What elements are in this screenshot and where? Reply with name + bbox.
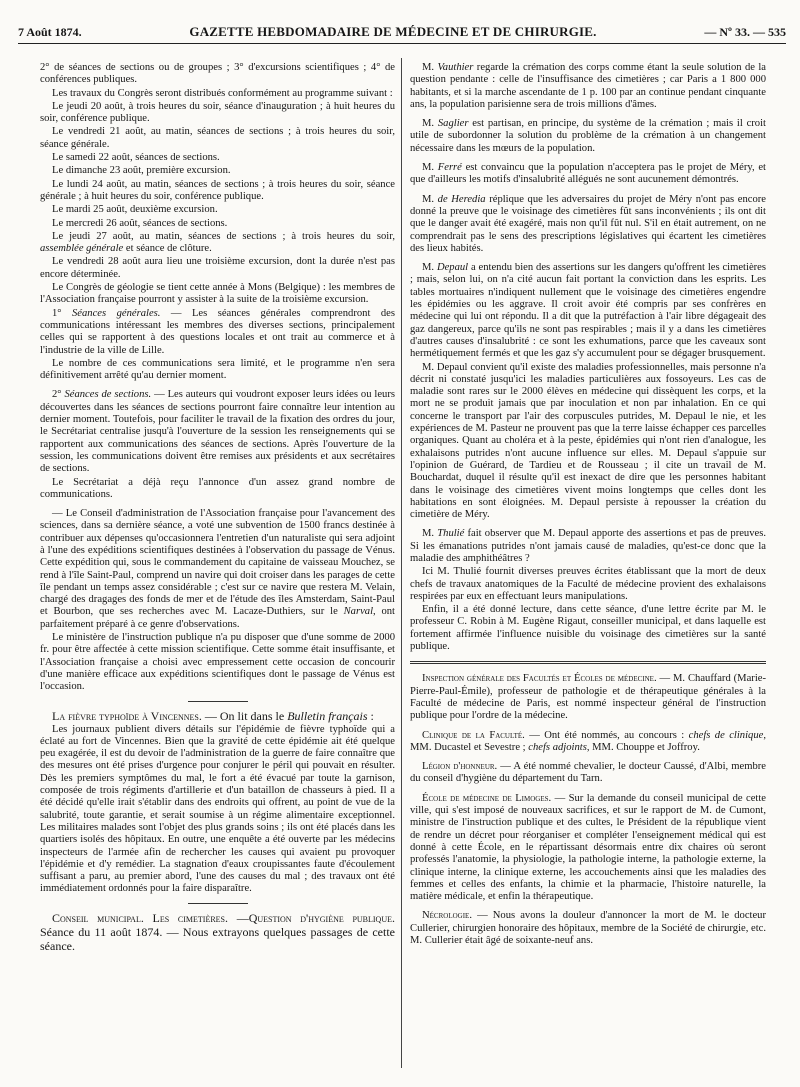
news-item: École de médecine de Limoges. — Sur la demande du conseil municipal de cette ville, qui s'est imposé de nouveaux sacrifices, et sur le rapport de M. de Cumont, ministre de l'instruction publique et des cultes, le Président de la république vient de rendre un décret pour réorganiser et compléter l'enseignement médical qui est donné à cette École, en le répartissant désormais entre dix chaires où seront professés l'anatomie, la physiologie, la pathologie interne, la pathologie externe, la clinique interne, la clinique externe, les accouchements ainsi que les maladies des femmes et celles des enfants, la chimie et la pharmacie, l'histoire naturelle, la matière médicale, et enfin la thérapeutique. [410, 792, 766, 903]
paragraph: Le dimanche 23 août, première excursion. [52, 165, 231, 177]
paragraph: 2° de séances de sections ou de groupes ; 3° d'excursions scientifiques ; 4° de conférences publiques. [40, 62, 395, 86]
paragraph: — Le Conseil d'administration de l'Association française pour l'avancement des sciences, dans sa dernière séance, a voté une subvention de 1500 francs destinée à contribuer aux dépenses qu'occasionnera l'entretien d'un naturaliste qui sera adjoint à l'une des expéditions scientifiques destinées à l'observation du passage de Vénus. Cette expédition qui, sous le commandement du capitaine de vaisseau Mouchez, se rend à l'île Saint-Paul, comprend un navire qui doit croiser dans les parages de cette île pendant un temps assez considérable ; c'est sur ce navire que restera M. Velain, chargé des dragages des fonds de mer et de l'étude des îles Amsterdam, Saint-Paul et Bourbon, que ses recherches avec M. Lacaze-Duthiers, sur le Narval, ont parfaitement préparé à ce genre d'observations. [40, 508, 395, 630]
paragraph: Le jeudi 27 août, au matin, séances de sections ; à trois heures du soir, assemblée générale et séance de clôture. [40, 230, 395, 255]
paragraph: Le lundi 24 août, au matin, séances de sections ; à trois heures du soir, séance générale ; à huit heures du soir, conférence publique. [40, 178, 395, 202]
news-item: Nécrologie. — Nous avons la douleur d'annoncer la mort de M. le docteur Cullerier, chirurgien honoraire des hôpitaux, membre de la Société de chirurgie, etc. M. Cullerier était âgé de soixante-neuf ans. [410, 910, 767, 946]
paragraph: Ici M. Thulié fournit diverses preuves écrites établissant que la mort de deux chefs de travaux anatomiques de la Faculté de médecine provient des exhalaisons respirées par eux en effectuant leurs manipulations. [410, 566, 766, 602]
paragraph: M. Depaul a entendu bien des assertions sur les dangers qu'offrent les cimetières ; mais, selon lui, on n'a cité aucun fait portant la conviction dans les esprits. Les tables mortuaires n'indiquent nullement que le voisinage des cimetières engendre les épidémies ou les aggrave. Il croit avoir été compris par ses confrères en médecine qui lui ont répondu. Il a dit que la putréfaction à l'air libre dégageait des gaz dangereux, parce qu'ils ne sont pas respirables ; mais il y a dans les cimetières d'autres causes d'insalubrité : ce sont les exhumations, parce que les caveaux sont hermétiquement fermés et que les gaz s'y accumulent pour se dégager brusquement. [410, 262, 767, 360]
section-divider [188, 903, 248, 904]
paragraph: Le nombre de ces communications sera limité, et le programme n'en sera définitivement arrêté qu'au dernier moment. [40, 357, 395, 382]
paragraph: M. Saglier est partisan, en principe, du système de la crémation ; mais il croit utile de subordonner la solution du problème de la crémation à un changement nécessaire dans les mœurs de la population. [410, 118, 766, 154]
paragraph: M. Thulié fait observer que M. Depaul apporte des assertions et pas de preuves. Si les émanations putrides n'ont jamais causé de maladies, qu'est-ce donc que la maladie des amphithéâtres ? [410, 528, 766, 564]
paragraph: Le Secrétariat a déjà reçu l'annonce d'un assez grand nombre de communications. [40, 476, 395, 500]
paragraph: 2° Séances de sections. — Les auteurs qui voudront exposer leurs idées ou leurs découvertes dans les séances de sections pourront faire connaître leur intention au dernier moment. Toutefois, pour faciliter le travail de la fixation des ordres du jour, le Secrétariat centralise jusqu'à l'ouverture de la session les renseignements qui se rapportent aux communications des séances de sections. Après l'ouverture de la session, les communications doivent être remises aux présidents et aux secrétaires de sections. [40, 389, 396, 475]
paragraph: Le vendredi 21 août, au matin, séances de sections ; à trois heures du soir, séance générale. [40, 126, 395, 150]
paragraph: Le jeudi 20 août, à trois heures du soir, séance d'inauguration ; à huit heures du soir, conférence publique. [40, 100, 395, 125]
paragraph: Les journaux publient divers détails sur l'épidémie de fièvre typhoïde qui a éclaté au fort de Vincennes. Bien que la gravité de cette épidémie ait été quelque peu exagérée, il est du devoir de l'administration de la guerre de faire connaître que des mesures ont été prises d'urgence pour conjurer le péril qui pouvait en résulter. Dès les premiers symptômes du mal, le fort a été évacué par toute la garnison, composée de trois régiments d'artillerie et d'un bataillon de chasseurs à pied. Il a été décidé qu'elle irait s'établir dans des endroits qui offrent, au point de vue de la salubrité, toute garantie, et serait soumise à un régime alimentaire exceptionnel. Les militaires malades sont l'objet des plus grands soins ; ils ont été placés dans les quartiers isolés des hôpitaux. En outre, une enquête a été ouverte par les médecins inspecteurs de l'armée afin de rechercher les causes qui avaient pu provoquer l'épidémie et d'y remédier. La stagnation d'eaux croupissantes faute d'écoulement suffisant a paru, au premier abord, l'une des causes du mal ; des travaux ont été immédiatement ordonnés pour la faire disparaître. [40, 723, 395, 895]
news-item: Légion d'honneur. — A été nommé chevalier, le docteur Caussé, d'Albi, membre du conseil d'hygiène du département du Tarn. [410, 761, 766, 785]
page-number: 535 [767, 25, 786, 39]
paragraph: M. de Heredia réplique que les adversaires du projet de Méry n'ont pas encore donné la preuve que le voisinage des cimetières fût sans inconvénients ; ils ont dit que le danger avait été exagéré, mais non qu'il fût nul. S'il en était autrement, on ne comprendrait pas le sens des prescriptions législatives qui écartent les cimetières des lieux habités. [410, 193, 766, 254]
right-column [410, 62, 766, 948]
paragraph: Le vendredi 28 août aura lieu une troisième excursion, dont la durée n'est pas encore déterminée. [40, 256, 395, 280]
paragraph: M. Vauthier regarde la crémation des corps comme étant la seule solution de la question pendante : celle de l'insuffisance des cimetières ; car Paris a 1 800 000 habitants, et si la marche ascendante de 1 p. 100 par an continue pendant cinquante ans, la population parisienne sera de trois millions d'âmes. [410, 62, 767, 110]
paragraph: Les travaux du Congrès seront distribués conformément au programme suivant : [52, 87, 393, 99]
header-title: GAZETTE HEBDOMADAIRE DE MÉDECINE ET DE CHIRURGIE. [189, 24, 597, 39]
paragraph: Le samedi 22 août, séances de sections. [52, 152, 220, 164]
issue-number: — Nº 33. — [704, 25, 765, 39]
paragraph: 1° Séances générales. — Les séances générales comprendront des communications intéressant les membres des diverses sections, principalement celles qui se rapportent à des questions locales et ont trait au commerce et à l'industrie de la ville de Lille. [40, 307, 395, 356]
paragraph: Le mardi 25 août, deuxième excursion. [52, 204, 218, 216]
section-divider-double [410, 661, 766, 664]
section-heading-typhoid: La fièvre typhoïde à Vincennes. — On lit dans le Bulletin français : [52, 708, 374, 723]
paragraph: M. Ferré est convaincu que la population n'acceptera pas le projet de Méry, et que d'ailleurs les motifs d'insalubrité allégués ne sont aucunement démontrés. [410, 162, 766, 186]
paragraph: Enfin, il a été donné lecture, dans cette séance, d'une lettre écrite par M. le professeur C. Robin à M. Eugène Rigaut, conseiller municipal, et dans laquelle est fortement affirmée l'influence nuisible du voisinage des cimetières sur la santé publique. [410, 604, 766, 653]
page-header [18, 22, 786, 44]
left-column [40, 62, 395, 954]
header-date: 7 Août 1874. [18, 25, 82, 39]
section-heading-conseil: Conseil municipal. Les cimetières. —Question d'hygiène publique. Séance du 11 août 1874. — Nous extrayons quelques passages de cette séance. [40, 910, 395, 953]
paragraph: Le ministère de l'instruction publique n'a pu disposer que d'une somme de 2000 fr. pour être affectée à cette mission scientifique. Cette somme était insuffisante, et l'Association française a choisi avec empressement cette occasion de concourir d'une manière efficace aux expéditions scientifiques dont le passage de Vénus est l'occasion. [40, 632, 395, 693]
paragraph: Le Congrès de géologie se tient cette année à Mons (Belgique) : les membres de l'Association française pourront y assister à la suite de la troisième excursion. [40, 282, 395, 306]
section-divider [188, 701, 248, 702]
paragraph: Le mercredi 26 août, séances de sections. [52, 217, 228, 229]
column-divider [401, 58, 402, 1068]
news-item: Inspection générale des Facultés et Écoles de médecine. — M. Chauffard (Marie-Pierre-Paul-Émile), professeur de pathologie et de thérapeutique générales à la Faculté de médecine de Paris, est nommé inspecteur général de l'instruction publique pour l'ordre de la médecine. [410, 673, 766, 722]
header-page-number [704, 25, 786, 40]
paragraph: M. Depaul convient qu'il existe des maladies professionnelles, mais personne n'a décrit ni constaté jusqu'ici les maladies particulières aux fossoyeurs. Les cas de maladie sont rares sur le 2000 élèves en médecine qui dissèquent les corps, et la mort ne se produit jamais que par inoculation et non par inhalation. En ce qui concerne le transport par l'air des corpuscules putrides, M. Depaul le nie, et les expériences de M. Pasteur ne prouvent pas que la terre laisse échapper ces parcelles organiques. Quant au choléra et à la peste, épidémies qui n'ont rien d'analogue, les exhalaisons putrides n'ont aucune influence sur elles. M. Depaul s'appuie sur l'opinion de Guérard, de Tardieu et de Rousseau ; il cite un travail de M. Bouchardat, duquel il résulte qu'il est inexact de dire que les personnes habitant dans le voisinage des cimetières vivent moins longtemps que celles dont les habitations en sont éloignées. M. Depaul persiste à repousser la création du cimetière de Méry. [410, 361, 766, 521]
news-item: Clinique de la Faculté. — Ont été nommés, au concours : chefs de clinique, MM. Ducastel et Sevestre ; chefs adjoints, MM. Chouppe et Joffroy. [410, 729, 766, 753]
